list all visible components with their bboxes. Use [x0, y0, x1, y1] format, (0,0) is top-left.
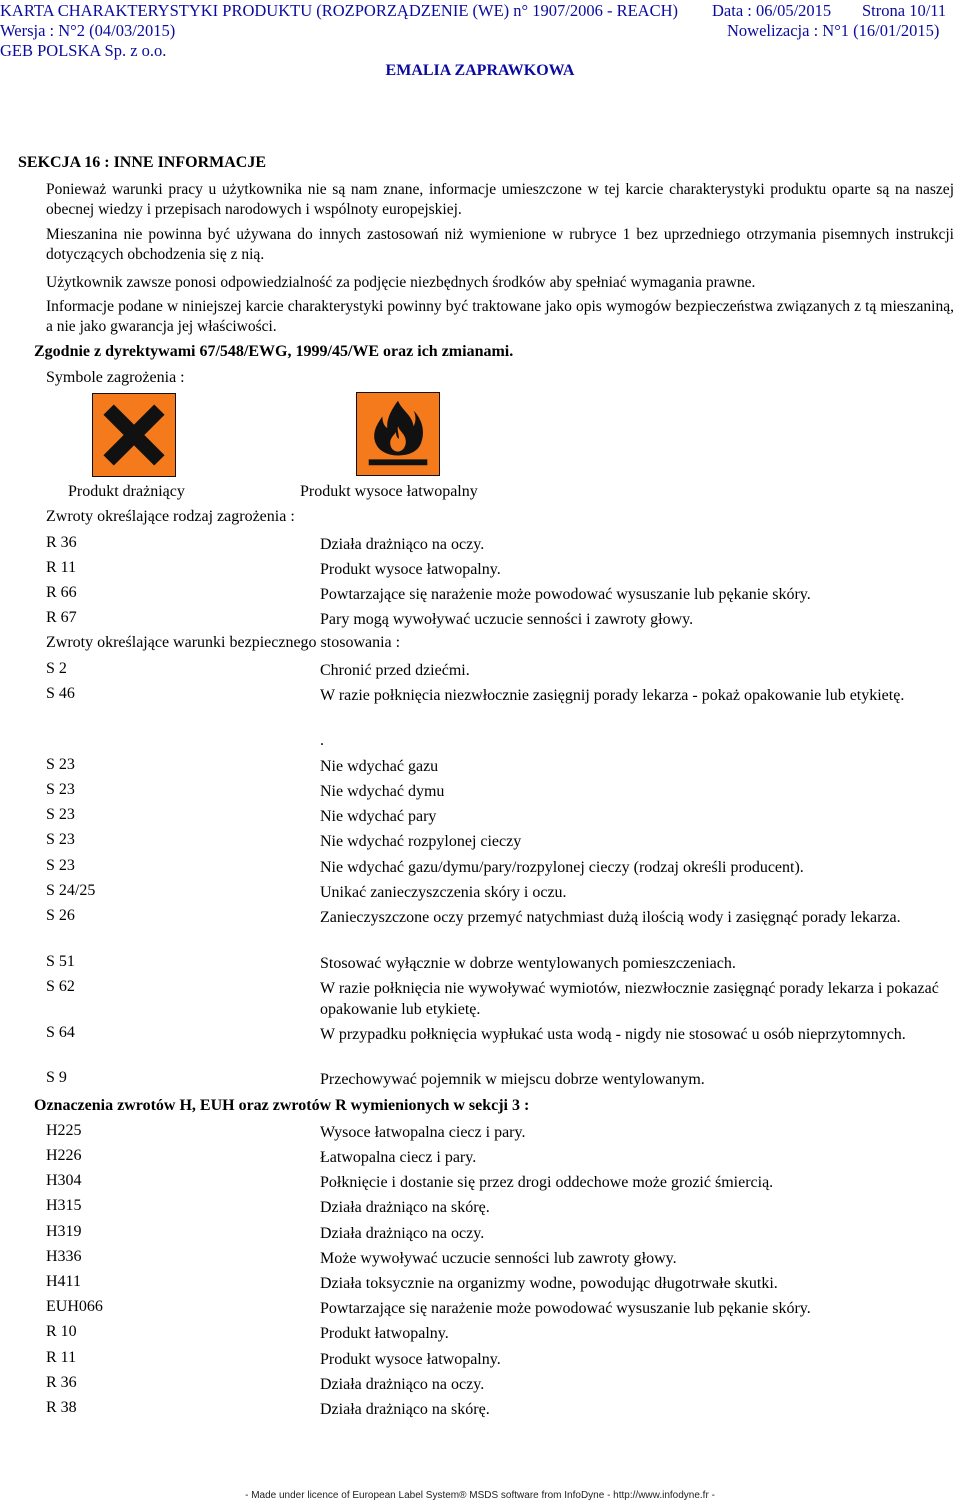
s-phrase-text: . — [320, 732, 324, 749]
s-phrase-text: Nie wdychać dymu — [320, 783, 445, 800]
h-phrase-code: R 11 — [46, 1349, 77, 1366]
h-phrase-text: Działa drażniąco na skórę. — [320, 1401, 490, 1418]
h-phrase-code: H411 — [46, 1273, 81, 1290]
document-version: Wersja : N°2 (04/03/2015) — [0, 21, 176, 40]
s-phrases-label: Zwroty określające warunki bezpiecznego stosowania : — [46, 634, 401, 651]
s-phrase-text: Przechowywać pojemnik w miejscu dobrze wentylowanym. — [320, 1071, 705, 1088]
h-phrase-text: Produkt wysoce łatwopalny. — [320, 1351, 501, 1368]
s-phrase-text: Nie wdychać gazu/dymu/pary/rozpylonej cieczy (rodzaj określi producent). — [320, 859, 804, 876]
r-phrase-code: R 36 — [46, 534, 77, 551]
h-phrase-text: Powtarzające się narażenie może powodować wysuszanie lub pękanie skóry. — [320, 1300, 811, 1317]
h-phrase-text: Działa drażniąco na skórę. — [320, 1199, 490, 1216]
h-phrase-text: Łatwopalna ciecz i pary. — [320, 1149, 477, 1166]
s-phrase-text: Nie wdychać rozpylonej cieczy — [320, 833, 522, 850]
h-phrase-code: R 38 — [46, 1399, 77, 1416]
flame-icon — [356, 392, 440, 476]
h-phrase-code: H319 — [46, 1223, 82, 1240]
h-phrase-text: Działa toksycznie na organizmy wodne, powodując długotrwałe skutki. — [320, 1275, 778, 1292]
h-phrase-text: Działa drażniąco na oczy. — [320, 1225, 485, 1242]
document-title: KARTA CHARAKTERYSTYKI PRODUKTU (ROZPORZĄDZENIE (WE) n° 1907/2006 - REACH) — [0, 1, 679, 20]
h-phrase-text: Wysoce łatwopalna ciecz i pary. — [320, 1124, 526, 1141]
symbol-label-flammable: Produkt wysoce łatwopalny — [300, 483, 478, 500]
paragraph-4: Informacje podane w niniejszej karcie charakterystyki powinny być traktowane jako opis wymogów bezpieczeństwa związanych z tą mieszaniną, a nie jako gwarancja jej właściwości. — [46, 298, 954, 335]
s-phrase-code: S 23 — [46, 781, 75, 798]
r-phrase-code: R 11 — [46, 559, 77, 576]
page-number: Strona 10/11 — [862, 1, 947, 20]
document-header-line-1 — [0, 0, 960, 22]
irritant-x-icon — [92, 393, 176, 477]
s-phrase-code: S 46 — [46, 685, 75, 702]
r-phrase-text: Pary mogą wywoływać uczucie senności i zawroty głowy. — [320, 611, 694, 628]
s-phrase-code: S 23 — [46, 857, 75, 874]
h-phrase-text: Działa drażniąco na oczy. — [320, 1376, 485, 1393]
s-phrase-code: S 51 — [46, 953, 75, 970]
h-phrase-text: Produkt łatwopalny. — [320, 1325, 449, 1342]
s-phrase-code: S 23 — [46, 756, 75, 773]
s-phrase-code: S 62 — [46, 978, 75, 995]
r-phrase-text: Powtarzające się narażenie może powodować wysuszanie lub pękanie skóry. — [320, 586, 811, 603]
h-phrase-code: H315 — [46, 1197, 82, 1214]
product-name: EMALIA ZAPRAWKOWA — [385, 62, 575, 79]
s-phrase-code: S 23 — [46, 806, 75, 823]
page-footer: - Made under licence of European Label System® MSDS software from InfoDyne - http://www.infodyne.fr - — [245, 1490, 715, 1501]
s-phrase-code: S 64 — [46, 1024, 75, 1041]
h-phrase-code: H226 — [46, 1147, 82, 1164]
s-phrase-text: W przypadku połknięcia wypłukać usta wodą - nigdy nie stosować u osób nieprzytomnych. — [320, 1026, 906, 1043]
h-phrase-text: Może wywoływać uczucie senności lub zawroty głowy. — [320, 1250, 677, 1267]
r-phrases-label: Zwroty określające rodzaj zagrożenia : — [46, 508, 295, 525]
r-phrase-code: R 66 — [46, 584, 77, 601]
section-title: SEKCJA 16 : INNE INFORMACJE — [18, 154, 267, 171]
s-phrase-code: S 23 — [46, 831, 75, 848]
r-phrase-code: R 67 — [46, 609, 77, 626]
h-phrase-code: H225 — [46, 1122, 82, 1139]
h-phrases-heading: Oznaczenia zwrotów H, EUH oraz zwrotów R wymienionych w sekcji 3 : — [34, 1097, 530, 1114]
s-phrase-text: Chronić przed dziećmi. — [320, 662, 470, 679]
s-phrase-code: S 2 — [46, 660, 67, 677]
irritant-x-graphic — [93, 394, 175, 476]
h-phrase-code: H336 — [46, 1248, 82, 1265]
s-phrase-code: S 24/25 — [46, 882, 96, 899]
h-phrase-code: EUH066 — [46, 1298, 103, 1315]
company-name: GEB POLSKA Sp. z o.o. — [0, 41, 167, 60]
s-phrase-code: S 26 — [46, 907, 75, 924]
s-phrase-text: Unikać zanieczyszczenia skóry i oczu. — [320, 884, 567, 901]
flame-graphic — [357, 393, 439, 475]
directives-heading: Zgodnie z dyrektywami 67/548/EWG, 1999/45/WE oraz ich zmianami. — [34, 343, 514, 360]
s-phrase-text: W razie połknięcia niezwłocznie zasięgnij porady lekarza - pokaż opakowanie lub etykietę. — [320, 687, 905, 704]
s-phrase-text: Nie wdychać pary — [320, 808, 437, 825]
document-header-line-3 — [0, 40, 960, 62]
r-phrase-text: Działa drażniąco na oczy. — [320, 536, 485, 553]
h-phrase-code: R 10 — [46, 1323, 77, 1340]
s-phrase-code: S 9 — [46, 1069, 67, 1086]
s-phrase-text: Nie wdychać gazu — [320, 758, 439, 775]
paragraph-2: Mieszanina nie powinna być używana do innych zastosowań niż wymienione w rubryce 1 bez uprzedniego otrzymania pisemnych instrukcji dotyczących obchodzenia się z nią. — [46, 226, 954, 263]
h-phrase-code: R 36 — [46, 1374, 77, 1391]
paragraph-1: Ponieważ warunki pracy u użytkownika nie są nam znane, informacje umieszczone w tej karcie charakterystyki produktu oparte są na naszej obecnej wiedzy i przepisach narodowych i wspólnoty europejskiej. — [46, 181, 954, 218]
document-date: Data : 06/05/2015 — [712, 1, 832, 20]
s-phrase-text: W razie połknięcia nie wywoływać wymiotów, niezwłocznie zasięgnąć porady lekarza i pokazać opakowanie lub etykietę. — [320, 980, 939, 1018]
document-header-line-2 — [0, 20, 960, 42]
symbol-label-irritant: Produkt drażniący — [68, 483, 185, 500]
h-phrase-text: Połknięcie i dostanie się przez drogi oddechowe może grozić śmiercią. — [320, 1174, 774, 1191]
r-phrase-text: Produkt wysoce łatwopalny. — [320, 561, 501, 578]
h-phrase-code: H304 — [46, 1172, 82, 1189]
document-update: Nowelizacja : N°1 (16/01/2015) — [727, 21, 940, 40]
s-phrase-text: Zanieczyszczone oczy przemyć natychmiast dużą ilością wody i zasięgnąć porady lekarza. — [320, 909, 901, 926]
s-phrase-text: Stosować wyłącznie w dobrze wentylowanych pomieszczeniach. — [320, 955, 736, 972]
paragraph-3: Użytkownik zawsze ponosi odpowiedzialność za podjęcie niezbędnych środków aby spełniać wymagania prawne. — [46, 274, 756, 291]
symbols-label: Symbole zagrożenia : — [46, 369, 185, 386]
